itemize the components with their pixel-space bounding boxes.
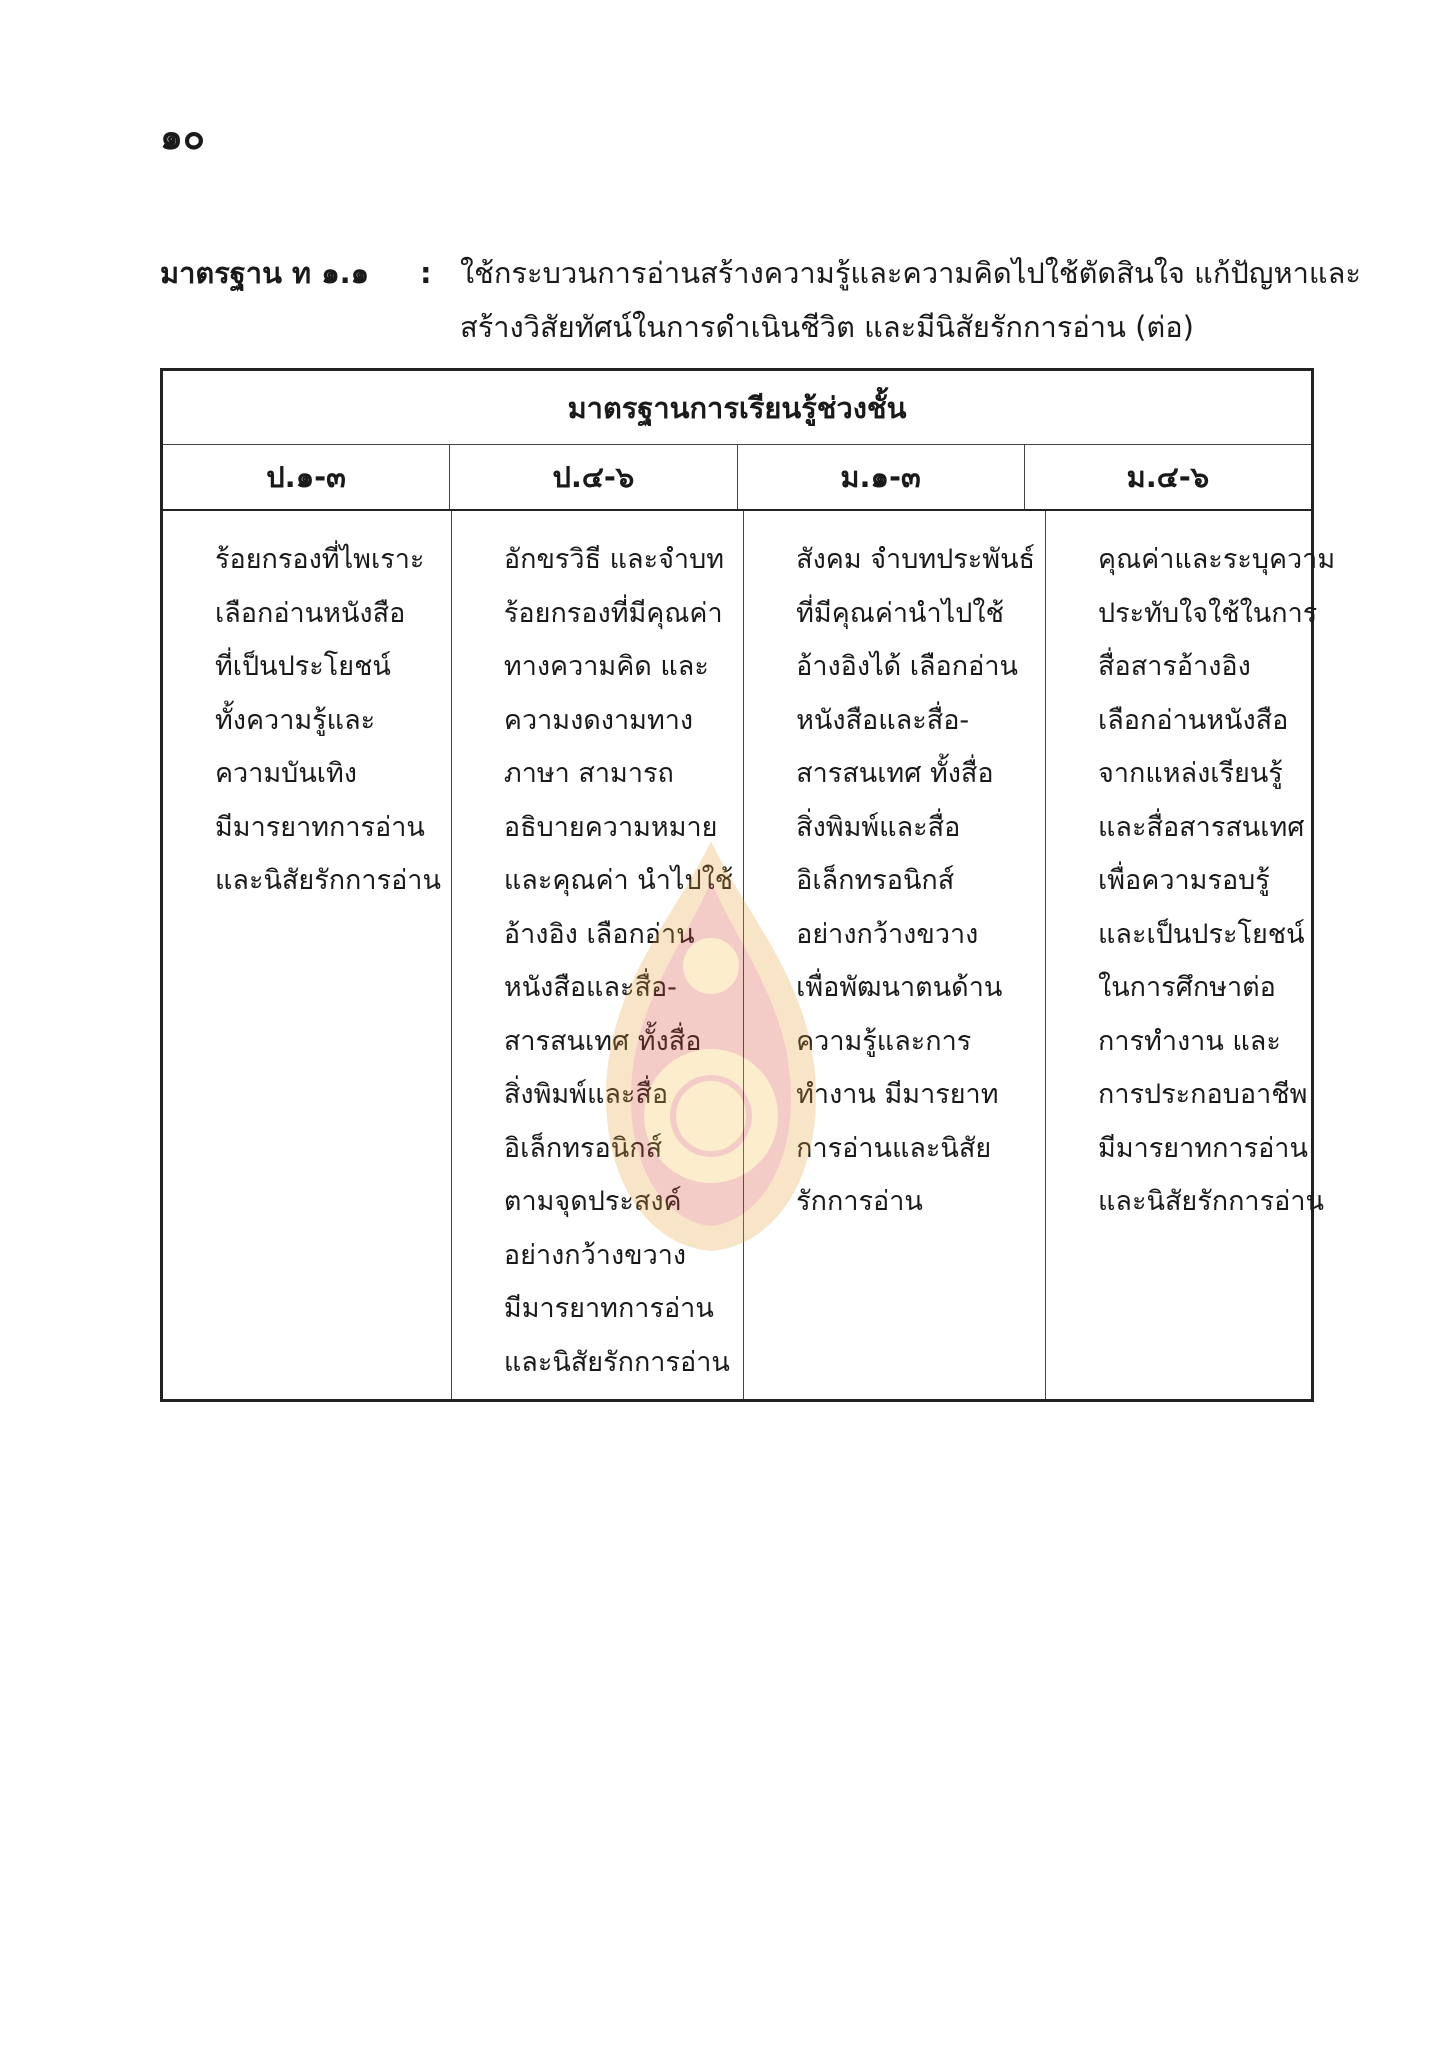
- standard-label: มาตรฐาน ท ๑.๑: [160, 256, 370, 290]
- table-cell-line: มีมารยาทการอ่าน: [1098, 1132, 1308, 1164]
- standard-line-1: [160, 246, 1361, 300]
- table-column-p4-6: [452, 511, 744, 1399]
- table-cell-line: อย่างกว้างขวาง: [503, 1239, 687, 1271]
- table-cell-line: อิเล็กทรอนิกส์: [796, 865, 955, 896]
- table-cell-line: เลือกอ่านหนังสือ: [1098, 704, 1289, 736]
- table-cell-line: สารสนเทศ ทั้งสื่อ: [796, 758, 994, 789]
- table-cell-line: หนังสือและสื่อ-: [503, 972, 677, 1003]
- table-cell-line: การอ่านและนิสัย: [796, 1132, 992, 1164]
- table-cell-line: ทางความคิด และ: [503, 651, 709, 682]
- standard-text-line-1: ใช้กระบวนการอ่านสร้างความรู้และความคิดไปใช้ตัดสินใจ แก้ปัญหาและ: [460, 256, 1361, 290]
- table-cell-line: อธิบายความหมาย: [503, 811, 718, 843]
- table-cell-line: และคุณค่า นำไปใช้: [503, 865, 734, 896]
- table-cell-line: มีมารยาทการอ่าน: [215, 811, 425, 843]
- table-cell-line: การประกอบอาชีพ: [1098, 1079, 1308, 1110]
- table-title: มาตรฐานการเรียนรู้ช่วงชั้น: [163, 371, 1311, 445]
- column-header: ป.๔-๖: [450, 445, 737, 509]
- table-cell-line: ทำงาน มีมารยาท: [796, 1079, 999, 1110]
- table-cell-line: สารสนเทศ ทั้งสื่อ: [503, 1025, 702, 1057]
- column-header: ป.๑-๓: [163, 445, 450, 509]
- table-cell-line: อ้างอิง เลือกอ่าน: [503, 918, 695, 950]
- table-cell-line: และนิสัยรักการอ่าน: [503, 1346, 730, 1378]
- table-cell-line: ความรู้และการ: [796, 1025, 972, 1057]
- table-cell-line: ความงดงามทาง: [503, 704, 694, 736]
- table-cell-line: ร้อยกรองที่ไพเราะ: [215, 544, 425, 575]
- table-cell-line: เพื่อพัฒนาตนด้าน: [796, 972, 1003, 1003]
- table-cell-line: ที่มีคุณค่านำไปใช้: [796, 597, 1004, 629]
- table-cell-line: ประทับใจใช้ในการ: [1098, 597, 1318, 629]
- table-cell-line: ความบันเทิง: [215, 758, 357, 789]
- table-cell-line: ในการศึกษาต่อ: [1098, 972, 1276, 1003]
- table-cell-line: อักขรวิธี และจำบท: [503, 544, 725, 575]
- table-cell-line: อิเล็กทรอนิกส์: [503, 1132, 663, 1164]
- table-cell-line: ทั้งความรู้และ: [215, 704, 376, 736]
- table-cell-line: อ้างอิงได้ เลือกอ่าน: [796, 651, 1018, 682]
- table-cell-line: เลือกอ่านหนังสือ: [215, 597, 406, 629]
- table-cell-line: มีมารยาทการอ่าน: [503, 1293, 714, 1324]
- table-cell-line: ภาษา สามารถ: [503, 758, 674, 789]
- table-cell-line: หนังสือและสื่อ-: [796, 704, 970, 736]
- table-cell-line: รักการอ่าน: [796, 1186, 923, 1217]
- standard-text-line-2: สร้างวิสัยทัศน์ในการดำเนินชีวิต และมีนิสัยรักการอ่าน (ต่อ): [460, 310, 1194, 344]
- table-cell-line: สิ่งพิมพ์และสื่อ: [796, 811, 961, 843]
- table-cell-line: ตามจุดประสงค์: [503, 1186, 682, 1217]
- table-cell-line: และนิสัยรักการอ่าน: [215, 865, 441, 896]
- table-cell-line: คุณค่าและระบุความ: [1098, 544, 1336, 575]
- table-cell-line: และเป็นประโยชน์: [1098, 918, 1305, 950]
- column-header: ม.๔-๖: [1126, 460, 1210, 494]
- table-header-row: [163, 445, 1311, 511]
- table-cell-line: อย่างกว้างขวาง: [796, 918, 979, 950]
- table-column-m1-3: [744, 511, 1046, 1399]
- table-cell-line: จากแหล่งเรียนรู้: [1098, 758, 1283, 789]
- standard-heading: [160, 246, 1361, 354]
- table-cell-line: และสื่อสารสนเทศ: [1098, 811, 1305, 843]
- standard-line-2: [160, 300, 1320, 354]
- table-body: [163, 511, 1336, 1399]
- table-cell-line: เพื่อความรอบรู้: [1098, 865, 1270, 896]
- page-number: ๑๐: [160, 117, 205, 158]
- table-column-m4-6: [1046, 511, 1345, 1399]
- standard-indent: [160, 300, 460, 354]
- standards-table: [160, 368, 1336, 1402]
- standard-colon: :: [420, 256, 432, 290]
- table-cell-line: ร้อยกรองที่มีคุณค่า: [503, 597, 723, 629]
- column-header: ม.๑-๓: [738, 445, 1025, 509]
- table-column-p1-3: [163, 511, 452, 1399]
- table-cell-line: สื่อสารอ้างอิง: [1098, 651, 1251, 682]
- table-cell-line: ที่เป็นประโยชน์: [215, 651, 391, 682]
- table-cell-line: และนิสัยรักการอ่าน: [1098, 1186, 1324, 1217]
- table-cell-line: การทำงาน และ: [1098, 1025, 1281, 1057]
- table-cell-line: สังคม จำบทประพันธ์: [796, 544, 1036, 575]
- table-cell-line: สิ่งพิมพ์และสื่อ: [503, 1079, 669, 1110]
